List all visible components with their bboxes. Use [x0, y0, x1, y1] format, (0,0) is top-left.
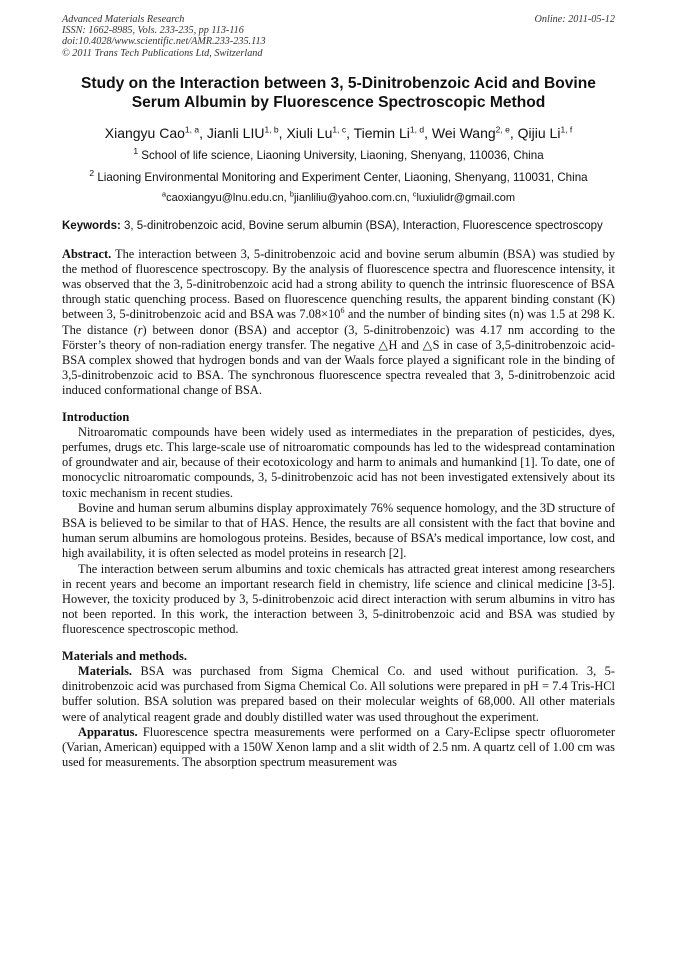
email-link[interactable]: caoxiangyu@lnu.edu.cn,	[166, 191, 290, 204]
paragraph: The interaction between serum albumins and toxic chemicals has attracted great interest among researchers in recent years and become an important research field in chemistry, life science and clinical medicine [3-5]. However, the toxicity produced by 3, 5-dinitrobenzoic acid direct interaction with serum albumins in vitro has not been reported. In this work, the interaction between 3, 5-dinitrobenzoic acid and BSA was studied by fluorescence spectroscopic method.	[62, 561, 615, 637]
email-link[interactable]: luxiulidr@gmail.com	[416, 191, 516, 204]
author: Xiuli Lu$^{1, c}$,	[286, 124, 354, 141]
email-link[interactable]: jianliliu@yahoo.com.cn,	[293, 191, 413, 204]
author: Xiangyu Cao$^{1, a}$,	[104, 124, 207, 141]
paper-page	[62, 14, 615, 770]
abstract: Abstract. The interaction between 3, 5-dinitrobenzoic acid and bovine serum albumin (BSA) was studied by the method of fluorescence spectroscopy. By the analysis of fluorescence spectra and fluorescence intensity, it was observed that the 3, 5-dinitrobenzoic acid had a strong ability to quench the intrinsic fluorescence of BSA through static quenching process. Based on fluorescence quenching results, the apparent binding constant (K) between 3, 5-dinitrobenzoic acid and BSA was $7.08\times 10^6$ and the number of binding sites (n) was 1.5 at 298 K. The distance (r) between donor (BSA) and acceptor (3, 5-dinitrobenzoic) was 4.17 nm according to the Förster’s theory of non-radiation energy transfer. The negative △H and △S in case of 3,5-dinitrobenzoic acid-BSA complex showed that hydrogen bonds and van der Waals force played a significant role in the binding of 3,5-dinitrobenzoic acid to BSA. The synchronous fluorescence spectra revealed that 3, 5-dinitrobenzoic acid induced conformational change of BSA.	[62, 246, 615, 398]
author: Wei Wang$^{2, e}$,	[431, 124, 518, 141]
journal-name: Advanced Materials Research	[62, 14, 185, 25]
affiliation-2: $^2$ Liaoning Environmental Monitoring and Experiment Center, Liaoning, Shenyang, 110031, China	[89, 167, 588, 184]
journal-copyright: © 2011 Trans Tech Publications Ltd, Switzerland	[62, 47, 263, 59]
affiliation-1: $^1$ School of life science, Liaoning University, Liaoning, Shenyang, 110036, China	[133, 145, 544, 162]
journal-issn: ISSN: 1662-8985, Vols. 233-235, pp 113-116	[62, 25, 244, 37]
methods-body	[62, 664, 615, 770]
online-date: Online: 2011-05-12	[534, 14, 615, 25]
paragraph: Nitroaromatic compounds have been widely used as intermediates in the preparation of pesticides, dyes, perfumes, drugs etc. This large-scale use of nitroaromatic compounds has led to the widespread contamination of groundwater and air, because of their ecotoxicology and harm to animals and humankind [1]. To date, one of monocyclic nitroaromatic compounds, 3, 5-dinitrobenzoic acid has not been investigated extensively about its toxic mechanism in recent studies.	[62, 424, 615, 500]
keywords-text: 3, 5-dinitrobenzoic acid, Bovine serum albumin (BSA), Interaction, Fluorescence spectroscopy	[120, 219, 603, 232]
author-emails: $^a$caoxiangyu@lnu.edu.cn, $^b$jianliliu@yahoo.com.cn, $^c$luxiulidr@gmail.com	[161, 189, 516, 204]
keywords	[62, 220, 615, 234]
keywords-label: Keywords:	[62, 219, 121, 232]
paper-title	[62, 74, 615, 113]
journal-doi: doi:10.4028/www.scientific.net/AMR.233-235.113	[62, 36, 266, 48]
author: Qijiu Li$^{1, f}$	[517, 124, 573, 141]
paragraph: Bovine and human serum albumins display approximately 76% sequence homology, and the 3D structure of BSA is believed to be similar to that of HAS. Hence, the results are all consistent with the fact that bovine and human serum albumins are homologous proteins. Besides, because of BSA’s medical importance, low cost, and high availability, it is often selected as model proteins in research [2].	[62, 500, 615, 561]
author: Tiemin Li$^{1, d}$,	[353, 124, 432, 141]
paragraph-materials: Materials. BSA was purchased from Sigma Chemical Co. and used without purification. 3, 5-dinitrobenzoic acid was purchased from Sigma Chemical Co. All solutions were prepared in pH = 7.4 Tris-HCl buffer solution. BSA solution was prepared based on their molecular weights of 68,000. All other materials were of analytical reagent grade and doubly distilled water was used throughout the experiment.	[62, 663, 615, 724]
paragraph-apparatus: Apparatus. Fluorescence spectra measurements were performed on a Cary-Eclipse spectr ofluorometer (Varian, American) equipped with a 150W Xenon lamp and a slit width of 2.5 nm. A quartz cell of 1.00 cm was used for measurements. The absorption spectrum measurement was	[62, 724, 615, 770]
section-heading-introduction: Introduction	[62, 409, 130, 424]
title-line-2: Serum Albumin by Fluorescence Spectroscopic Method	[131, 94, 546, 112]
author: Jianli LIU$^{1, b}$,	[206, 124, 287, 141]
author-list	[58, 124, 619, 142]
section-heading-methods: Materials and methods.	[62, 648, 187, 663]
introduction-body	[62, 425, 615, 638]
title-line-1: Study on the Interaction between 3, 5-Dinitrobenzoic Acid and Bovine	[81, 74, 596, 92]
journal-header	[62, 14, 615, 59]
abstract-label: Abstract.	[62, 246, 112, 261]
